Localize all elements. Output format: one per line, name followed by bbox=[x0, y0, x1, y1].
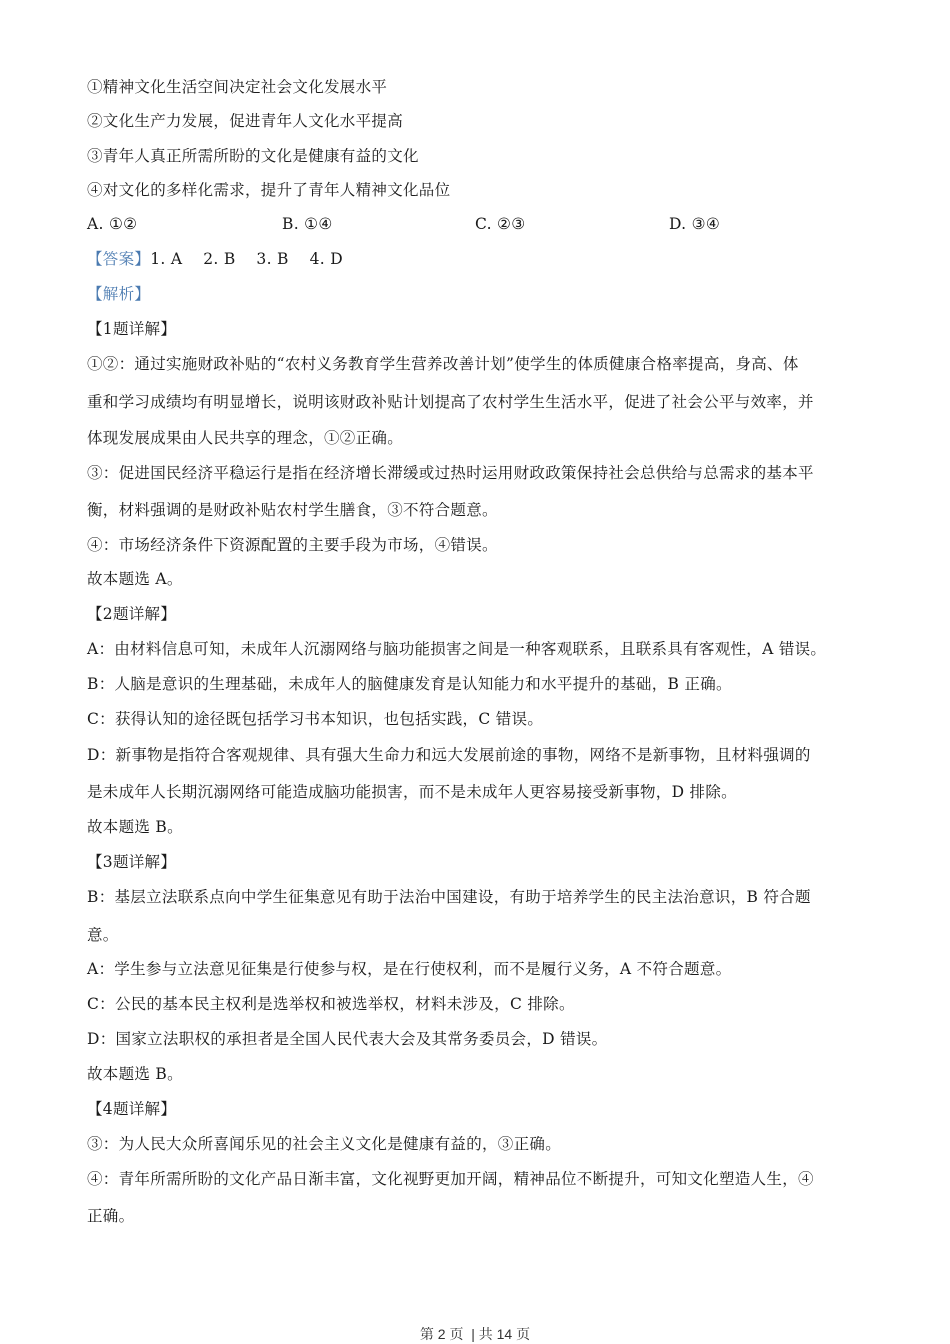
answer-value: 1. A 2. B 3. B 4. D bbox=[150, 250, 343, 268]
q3-line-4: C：公民的基本民主权利是选举权和被选举权，材料未涉及，C 排除。 bbox=[87, 995, 575, 1013]
q3-line-1: B：基层立法联系点向中学生征集意见有助于法治中国建设，有助于培养学生的民主法治意识，B 符合题 bbox=[87, 888, 811, 906]
q2-line-5: 是未成年人长期沉溺网络可能造成脑功能损害，而不是未成年人更容易接受新事物，D 排除。 bbox=[87, 783, 737, 801]
answer-label: 【答案】 bbox=[87, 250, 151, 268]
page-footer: 第 2 页 | 共 14 页 bbox=[419, 1326, 531, 1342]
q2-line-2: B：人脑是意识的生理基础，未成年人的脑健康发育是认知能力和水平提升的基础，B 正确。 bbox=[87, 675, 732, 693]
q3-line-2: 意。 bbox=[87, 926, 119, 944]
q2-line-3: C：获得认知的途径既包括学习书本知识，也包括实践，C 错误。 bbox=[87, 710, 544, 728]
q4-line-1: ③：为人民大众所喜闻乐见的社会主义文化是健康有益的，③正确。 bbox=[87, 1135, 562, 1153]
option-a: A. ①② bbox=[87, 215, 138, 233]
options-row bbox=[87, 214, 887, 234]
q1-line-5: 衡，材料强调的是财政补贴农村学生膳食，③不符合题意。 bbox=[87, 501, 498, 519]
q1-line-2: 重和学习成绩均有明显增长，说明该财政补贴计划提高了农村学生生活水平，促进了社会公平与效率，并 bbox=[87, 393, 814, 411]
statement-1: ①精神文化生活空间决定社会文化发展水平 bbox=[87, 78, 388, 96]
q1-line-4: ③：促进国民经济平稳运行是指在经济增长滞缓或过热时运用财政政策保持社会总供给与总需求的基本平 bbox=[87, 464, 814, 482]
q2-conclusion: 故本题选 B。 bbox=[87, 818, 183, 836]
statement-4: ④对文化的多样化需求，提升了青年人精神文化品位 bbox=[87, 181, 451, 199]
statement-2: ②文化生产力发展，促进青年人文化水平提高 bbox=[87, 112, 404, 130]
q4-line-2: ④：青年所需所盼的文化产品日渐丰富，文化视野更加开阔，精神品位不断提升，可知文化塑造人生，④ bbox=[87, 1170, 814, 1188]
q1-line-1: ①②：通过实施财政补贴的“农村义务教育学生营养改善计划”使学生的体质健康合格率提高，身高、体 bbox=[87, 355, 799, 373]
q4-line-3: 正确。 bbox=[87, 1207, 135, 1225]
option-d: D. ③④ bbox=[669, 215, 721, 233]
q1-line-3: 体现发展成果由人民共享的理念，①②正确。 bbox=[87, 429, 404, 447]
q2-line-4: D：新事物是指符合客观规律、具有强大生命力和远大发展前途的事物，网络不是新事物，且材料强调的 bbox=[87, 746, 811, 764]
q3-conclusion: 故本题选 B。 bbox=[87, 1065, 183, 1083]
q2-heading: 【2题详解】 bbox=[87, 605, 177, 623]
q3-line-3: A：学生参与立法意见征集是行使参与权，是在行使权利，而不是履行义务，A 不符合题意。 bbox=[87, 960, 732, 978]
q3-line-5: D：国家立法职权的承担者是全国人民代表大会及其常务委员会，D 错误。 bbox=[87, 1030, 608, 1048]
analysis-label: 【解析】 bbox=[87, 285, 151, 303]
q1-conclusion: 故本题选 A。 bbox=[87, 570, 183, 588]
q2-line-1: A：由材料信息可知，未成年人沉溺网络与脑功能损害之间是一种客观联系，且联系具有客观性，A 错误。 bbox=[87, 640, 827, 658]
q4-heading: 【4题详解】 bbox=[87, 1100, 177, 1118]
q1-heading: 【1题详解】 bbox=[87, 320, 177, 338]
answer-line bbox=[87, 249, 343, 269]
statement-3: ③青年人真正所需所盼的文化是健康有益的文化 bbox=[87, 147, 419, 165]
option-b: B. ①④ bbox=[282, 215, 333, 233]
q1-line-6: ④：市场经济条件下资源配置的主要手段为市场，④错误。 bbox=[87, 536, 498, 554]
option-c: C. ②③ bbox=[475, 215, 526, 233]
q3-heading: 【3题详解】 bbox=[87, 853, 177, 871]
